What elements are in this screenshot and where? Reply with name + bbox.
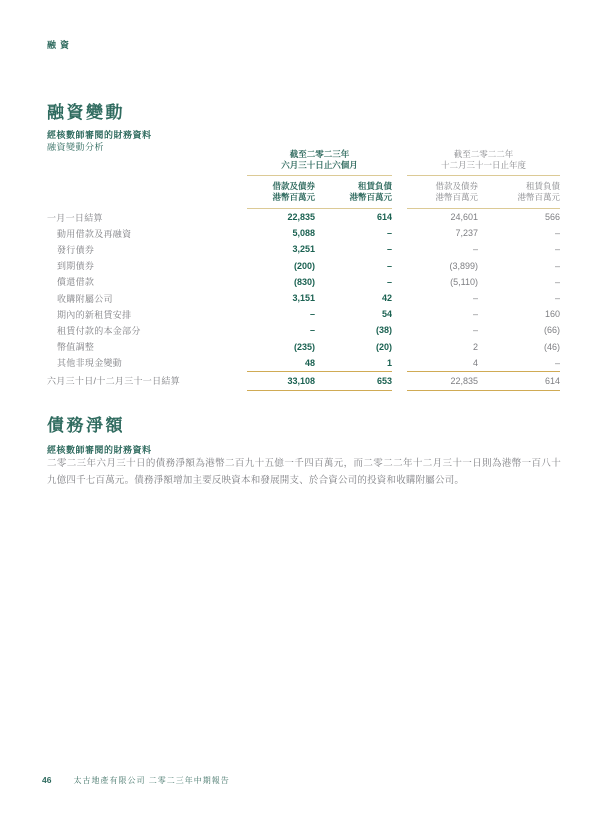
cell-value: 4 bbox=[472, 357, 478, 368]
cell-value: 7,237 bbox=[455, 228, 478, 239]
cell-value: 54 bbox=[381, 309, 392, 320]
cell-value: – bbox=[386, 276, 392, 287]
total-cell-value: 653 bbox=[376, 375, 392, 386]
cell-value: 614 bbox=[376, 212, 392, 223]
total-cell-value: 22,835 bbox=[450, 375, 478, 386]
cell-value: – bbox=[472, 293, 478, 304]
period-header-2023: 截至二零二三年 六月三十日止六個月 bbox=[247, 149, 392, 176]
net-debt-paragraph: 二零二三年六月三十日的債務淨額為港幣二百九十五億一千四百萬元，而二零二二年十二月三十一日則為港幣一百八十九億四千七百萬元。債務淨額增加主要反映資本和發展開支、於合資公司的投資和收購附屬公司。 bbox=[47, 458, 561, 486]
page-number: 46 bbox=[42, 775, 52, 785]
cell-value: 5,088 bbox=[292, 228, 315, 239]
cell-value: 3,151 bbox=[292, 293, 315, 304]
cell-value: – bbox=[554, 228, 560, 239]
section-title-net-debt: 債務淨額 bbox=[47, 416, 125, 435]
column-header: 借款及債券 港幣百萬元 bbox=[435, 181, 478, 202]
cell-value: – bbox=[554, 276, 560, 287]
cell-value: – bbox=[554, 260, 560, 271]
header-rule bbox=[247, 208, 392, 209]
table-row bbox=[47, 372, 560, 390]
audited-financial-info-note: 經核數師審閱的財務資料 bbox=[47, 130, 152, 140]
cell-value: – bbox=[309, 325, 315, 336]
cell-value: – bbox=[472, 309, 478, 320]
row-label: 一月一日結算 bbox=[47, 212, 103, 223]
table-row bbox=[47, 225, 560, 241]
page-footer bbox=[42, 775, 230, 786]
cell-value: 566 bbox=[544, 212, 560, 223]
cell-value: – bbox=[309, 309, 315, 320]
cell-value: (830) bbox=[293, 276, 315, 287]
cell-value: (5,110) bbox=[450, 276, 478, 287]
cell-value: – bbox=[554, 244, 560, 255]
cell-value: 42 bbox=[381, 293, 392, 304]
table-row bbox=[47, 258, 560, 274]
table-row bbox=[47, 241, 560, 257]
cell-value: (20) bbox=[375, 341, 392, 352]
table-row bbox=[47, 306, 560, 322]
table-row bbox=[47, 339, 560, 355]
cell-value: (38) bbox=[375, 325, 392, 336]
audited-financial-info-note-2: 經核數師審閱的財務資料 bbox=[47, 445, 152, 455]
changes-in-financing-table bbox=[47, 149, 560, 391]
cell-value: (235) bbox=[293, 341, 315, 352]
financing-analysis-label: 融資變動分析 bbox=[47, 142, 105, 152]
table-row bbox=[47, 274, 560, 290]
cell-value: – bbox=[386, 260, 392, 271]
footer-report-title: 太古地產有限公司 二零二三年中期報告 bbox=[73, 776, 230, 785]
column-header: 借款及債券 港幣百萬元 bbox=[272, 181, 315, 202]
total-cell-value: 614 bbox=[544, 375, 560, 386]
table-row bbox=[47, 149, 560, 176]
cell-value: – bbox=[386, 228, 392, 239]
cell-value: 22,835 bbox=[287, 212, 315, 223]
row-label: 收購附屬公司 bbox=[57, 293, 113, 304]
header-rule bbox=[407, 208, 560, 209]
cell-value: 3,251 bbox=[292, 244, 315, 255]
total-rule-top bbox=[247, 371, 392, 372]
cell-value: (46) bbox=[543, 341, 560, 352]
cell-value: 1 bbox=[386, 357, 392, 368]
table-row bbox=[47, 390, 560, 391]
cell-value: 24,601 bbox=[450, 212, 478, 223]
row-label: 動用借款及再融資 bbox=[57, 228, 132, 239]
cell-value: – bbox=[554, 293, 560, 304]
total-row-label: 六月三十日/十二月三十一日結算 bbox=[47, 376, 181, 387]
cell-value: 48 bbox=[304, 357, 315, 368]
row-label: 期內的新租賃安排 bbox=[57, 309, 132, 320]
table-row bbox=[47, 290, 560, 306]
row-label: 償還借款 bbox=[57, 277, 95, 288]
table-row bbox=[47, 322, 560, 338]
total-rule-bottom bbox=[247, 390, 392, 391]
table-row bbox=[47, 355, 560, 371]
row-label: 發行債券 bbox=[57, 244, 95, 255]
section-title-changes-in-financing: 融資變動 bbox=[47, 103, 125, 122]
row-label: 到期債券 bbox=[57, 261, 95, 272]
running-header: 融資 bbox=[47, 40, 74, 50]
row-label: 其他非現金變動 bbox=[57, 358, 123, 369]
cell-value: – bbox=[554, 357, 560, 368]
cell-value: (200) bbox=[293, 260, 315, 271]
cell-value: (3,899) bbox=[449, 260, 478, 271]
column-header: 租賃負債 港幣百萬元 bbox=[349, 181, 392, 202]
cell-value: – bbox=[472, 244, 478, 255]
period-header-2022: 截至二零二二年 十二月三十一日止年度 bbox=[407, 149, 560, 176]
cell-value: 2 bbox=[472, 341, 478, 352]
cell-value: – bbox=[386, 244, 392, 255]
total-cell-value: 33,108 bbox=[287, 375, 315, 386]
row-label: 幣值調整 bbox=[57, 342, 95, 353]
table-row bbox=[47, 209, 560, 225]
cell-value: 160 bbox=[544, 309, 560, 320]
total-rule-top bbox=[407, 371, 560, 372]
row-label: 租賃付款的本金部分 bbox=[57, 325, 141, 336]
cell-value: – bbox=[472, 325, 478, 336]
column-header: 租賃負債 港幣百萬元 bbox=[517, 181, 560, 202]
total-rule-bottom bbox=[407, 390, 560, 391]
table-row bbox=[47, 176, 560, 208]
cell-value: (66) bbox=[543, 325, 560, 336]
